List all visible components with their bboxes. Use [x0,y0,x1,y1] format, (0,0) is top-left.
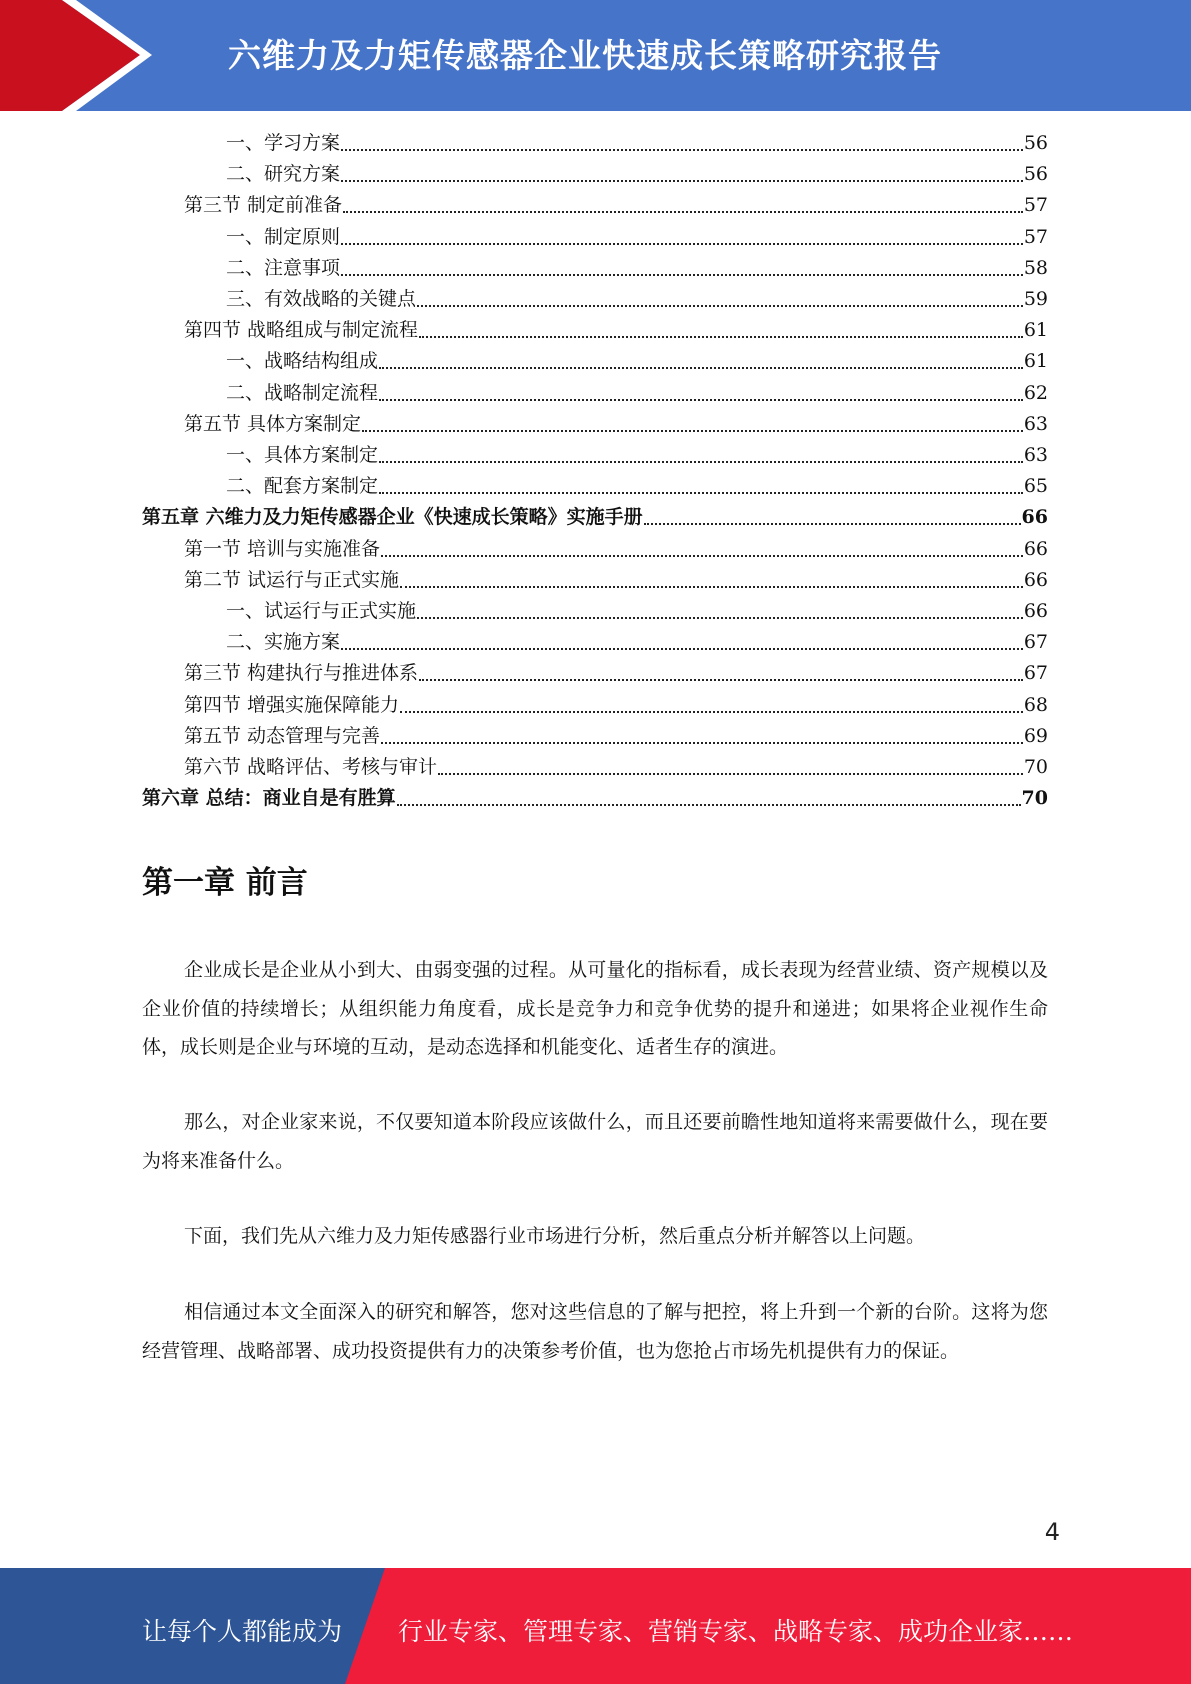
toc-section-entry[interactable] [184,315,1048,346]
toc-page-number: 69 [1023,725,1048,747]
toc-dot-leader [644,522,1021,525]
toc-dot-leader [379,398,1023,401]
toc-section-entry[interactable] [184,690,1048,721]
document-title: 六维力及力矩传感器企业快速成长策略研究报告 [228,36,942,75]
toc-page-number: 56 [1023,163,1048,185]
toc-section-entry[interactable] [184,752,1048,783]
toc-dot-leader [341,273,1023,276]
footer-banner [0,1568,1191,1684]
toc-entry-title: 二、注意事项 [226,257,341,279]
toc-dot-leader [341,148,1023,151]
toc-dot-leader [379,366,1023,369]
toc-page-number: 68 [1023,694,1048,716]
toc-entry-title: 第三节 制定前准备 [184,194,343,216]
toc-subsection-entry[interactable] [226,440,1048,471]
toc-subsection-entry[interactable] [226,222,1048,253]
toc-page-number: 61 [1023,319,1048,341]
toc-section-entry[interactable] [184,658,1048,689]
toc-section-entry[interactable] [184,565,1048,596]
toc-entry-title: 三、有效战略的关键点 [226,288,417,310]
toc-chapter-entry[interactable] [142,783,1048,814]
toc-dot-leader [379,460,1023,463]
toc-dot-leader [400,585,1023,588]
toc-subsection-entry[interactable] [226,284,1048,315]
footer-slogan-right: 行业专家、管理专家、营销专家、战略专家、成功企业家…… [398,1617,1074,1646]
toc-page-number: 57 [1023,226,1048,248]
toc-subsection-entry[interactable] [226,471,1048,502]
toc-entry-title: 第五节 动态管理与完善 [184,725,381,747]
toc-page-number: 56 [1023,132,1048,154]
toc-entry-title: 第二节 试运行与正式实施 [184,569,400,591]
toc-entry-title: 第六章 总结：商业自是有胜算 [142,787,396,809]
toc-subsection-entry[interactable] [226,159,1048,190]
toc-entry-title: 第四节 增强实施保障能力 [184,694,400,716]
toc-entry-title: 一、制定原则 [226,226,341,248]
toc-section-entry[interactable] [184,721,1048,752]
toc-dot-leader [341,179,1023,182]
toc-entry-title: 二、配套方案制定 [226,475,379,497]
body-paragraph: 那么，对企业家来说，不仅要知道本阶段应该做什么，而且还要前瞻性地知道将来需要做什么，现在要为将来准备什么。 [142,1111,1048,1172]
toc-section-entry[interactable] [184,534,1048,565]
toc-dot-leader [379,491,1023,494]
body-paragraph: 相信通过本文全面深入的研究和解答，您对这些信息的了解与把控，将上升到一个新的台阶。这将为您经营管理、战略部署、成功投资提供有力的决策参考价值，也为您抢占市场先机提供有力的保证。 [142,1301,1048,1362]
toc-page-number: 67 [1023,631,1048,653]
toc-page-number: 61 [1023,350,1048,372]
toc-entry-title: 一、具体方案制定 [226,444,379,466]
toc-page-number: 67 [1023,662,1048,684]
toc-dot-leader [417,616,1023,619]
red-chevron-icon [0,0,160,111]
toc-page-number: 63 [1023,444,1048,466]
toc-page-number: 59 [1023,288,1048,310]
toc-section-entry[interactable] [184,190,1048,221]
toc-dot-leader [419,678,1023,681]
toc-subsection-entry[interactable] [226,253,1048,284]
toc-page-number: 63 [1023,413,1048,435]
toc-entry-title: 二、战略制定流程 [226,382,379,404]
toc-entry-title: 第五章 六维力及力矩传感器企业《快速成长策略》实施手册 [142,506,643,528]
toc-dot-leader [381,554,1023,557]
toc-entry-title: 第五节 具体方案制定 [184,413,362,435]
toc-dot-leader [419,335,1023,338]
toc-entry-title: 一、试运行与正式实施 [226,600,417,622]
toc-entry-title: 一、战略结构组成 [226,350,379,372]
chapter-heading: 第一章 前言 [142,865,308,901]
toc-page-number: 66 [1023,569,1048,591]
toc-section-entry[interactable] [184,409,1048,440]
toc-entry-title: 第一节 培训与实施准备 [184,538,381,560]
toc-dot-leader [381,741,1023,744]
toc-entry-title: 第三节 构建执行与推进体系 [184,662,419,684]
toc-page-number: 70 [1023,756,1048,778]
toc-chapter-entry[interactable] [142,502,1048,533]
toc-page-number: 70 [1021,787,1048,809]
toc-subsection-entry[interactable] [226,378,1048,409]
toc-dot-leader [397,803,1021,806]
toc-dot-leader [341,647,1023,650]
toc-page-number: 65 [1023,475,1048,497]
toc-dot-leader [438,772,1023,775]
toc-page-number: 57 [1023,194,1048,216]
toc-page-number: 66 [1021,506,1048,528]
page-number: 4 [1044,1518,1060,1546]
toc-page-number: 58 [1023,257,1048,279]
toc-dot-leader [341,242,1023,245]
toc-entry-title: 二、研究方案 [226,163,341,185]
footer-slogan-left: 让每个人都能成为 [142,1617,343,1646]
body-paragraph: 下面，我们先从六维力及力矩传感器行业市场进行分析，然后重点分析并解答以上问题。 [184,1225,926,1247]
toc-subsection-entry[interactable] [226,596,1048,627]
toc-subsection-entry[interactable] [226,627,1048,658]
toc-dot-leader [343,210,1023,213]
body-paragraph: 企业成长是企业从小到大、由弱变强的过程。从可量化的指标看，成长表现为经营业绩、资产规模以及企业价值的持续增长；从组织能力角度看，成长是竞争力和竞争优势的提升和递进；如果将企业视作生命体，成长则是企业与环境的互动，是动态选择和机能变化、适者生存的演进。 [142,959,1048,1058]
toc-entry-title: 第六节 战略评估、考核与审计 [184,756,438,778]
toc-entry-title: 二、实施方案 [226,631,341,653]
toc-entry-title: 一、学习方案 [226,132,341,154]
toc-subsection-entry[interactable] [226,128,1048,159]
toc-page-number: 66 [1023,538,1048,560]
toc-page-number: 62 [1023,382,1048,404]
toc-page-number: 66 [1023,600,1048,622]
toc-dot-leader [417,304,1023,307]
toc-dot-leader [362,429,1023,432]
header-banner [0,0,1191,111]
toc-dot-leader [400,710,1023,713]
toc-subsection-entry[interactable] [226,346,1048,377]
toc-entry-title: 第四节 战略组成与制定流程 [184,319,419,341]
